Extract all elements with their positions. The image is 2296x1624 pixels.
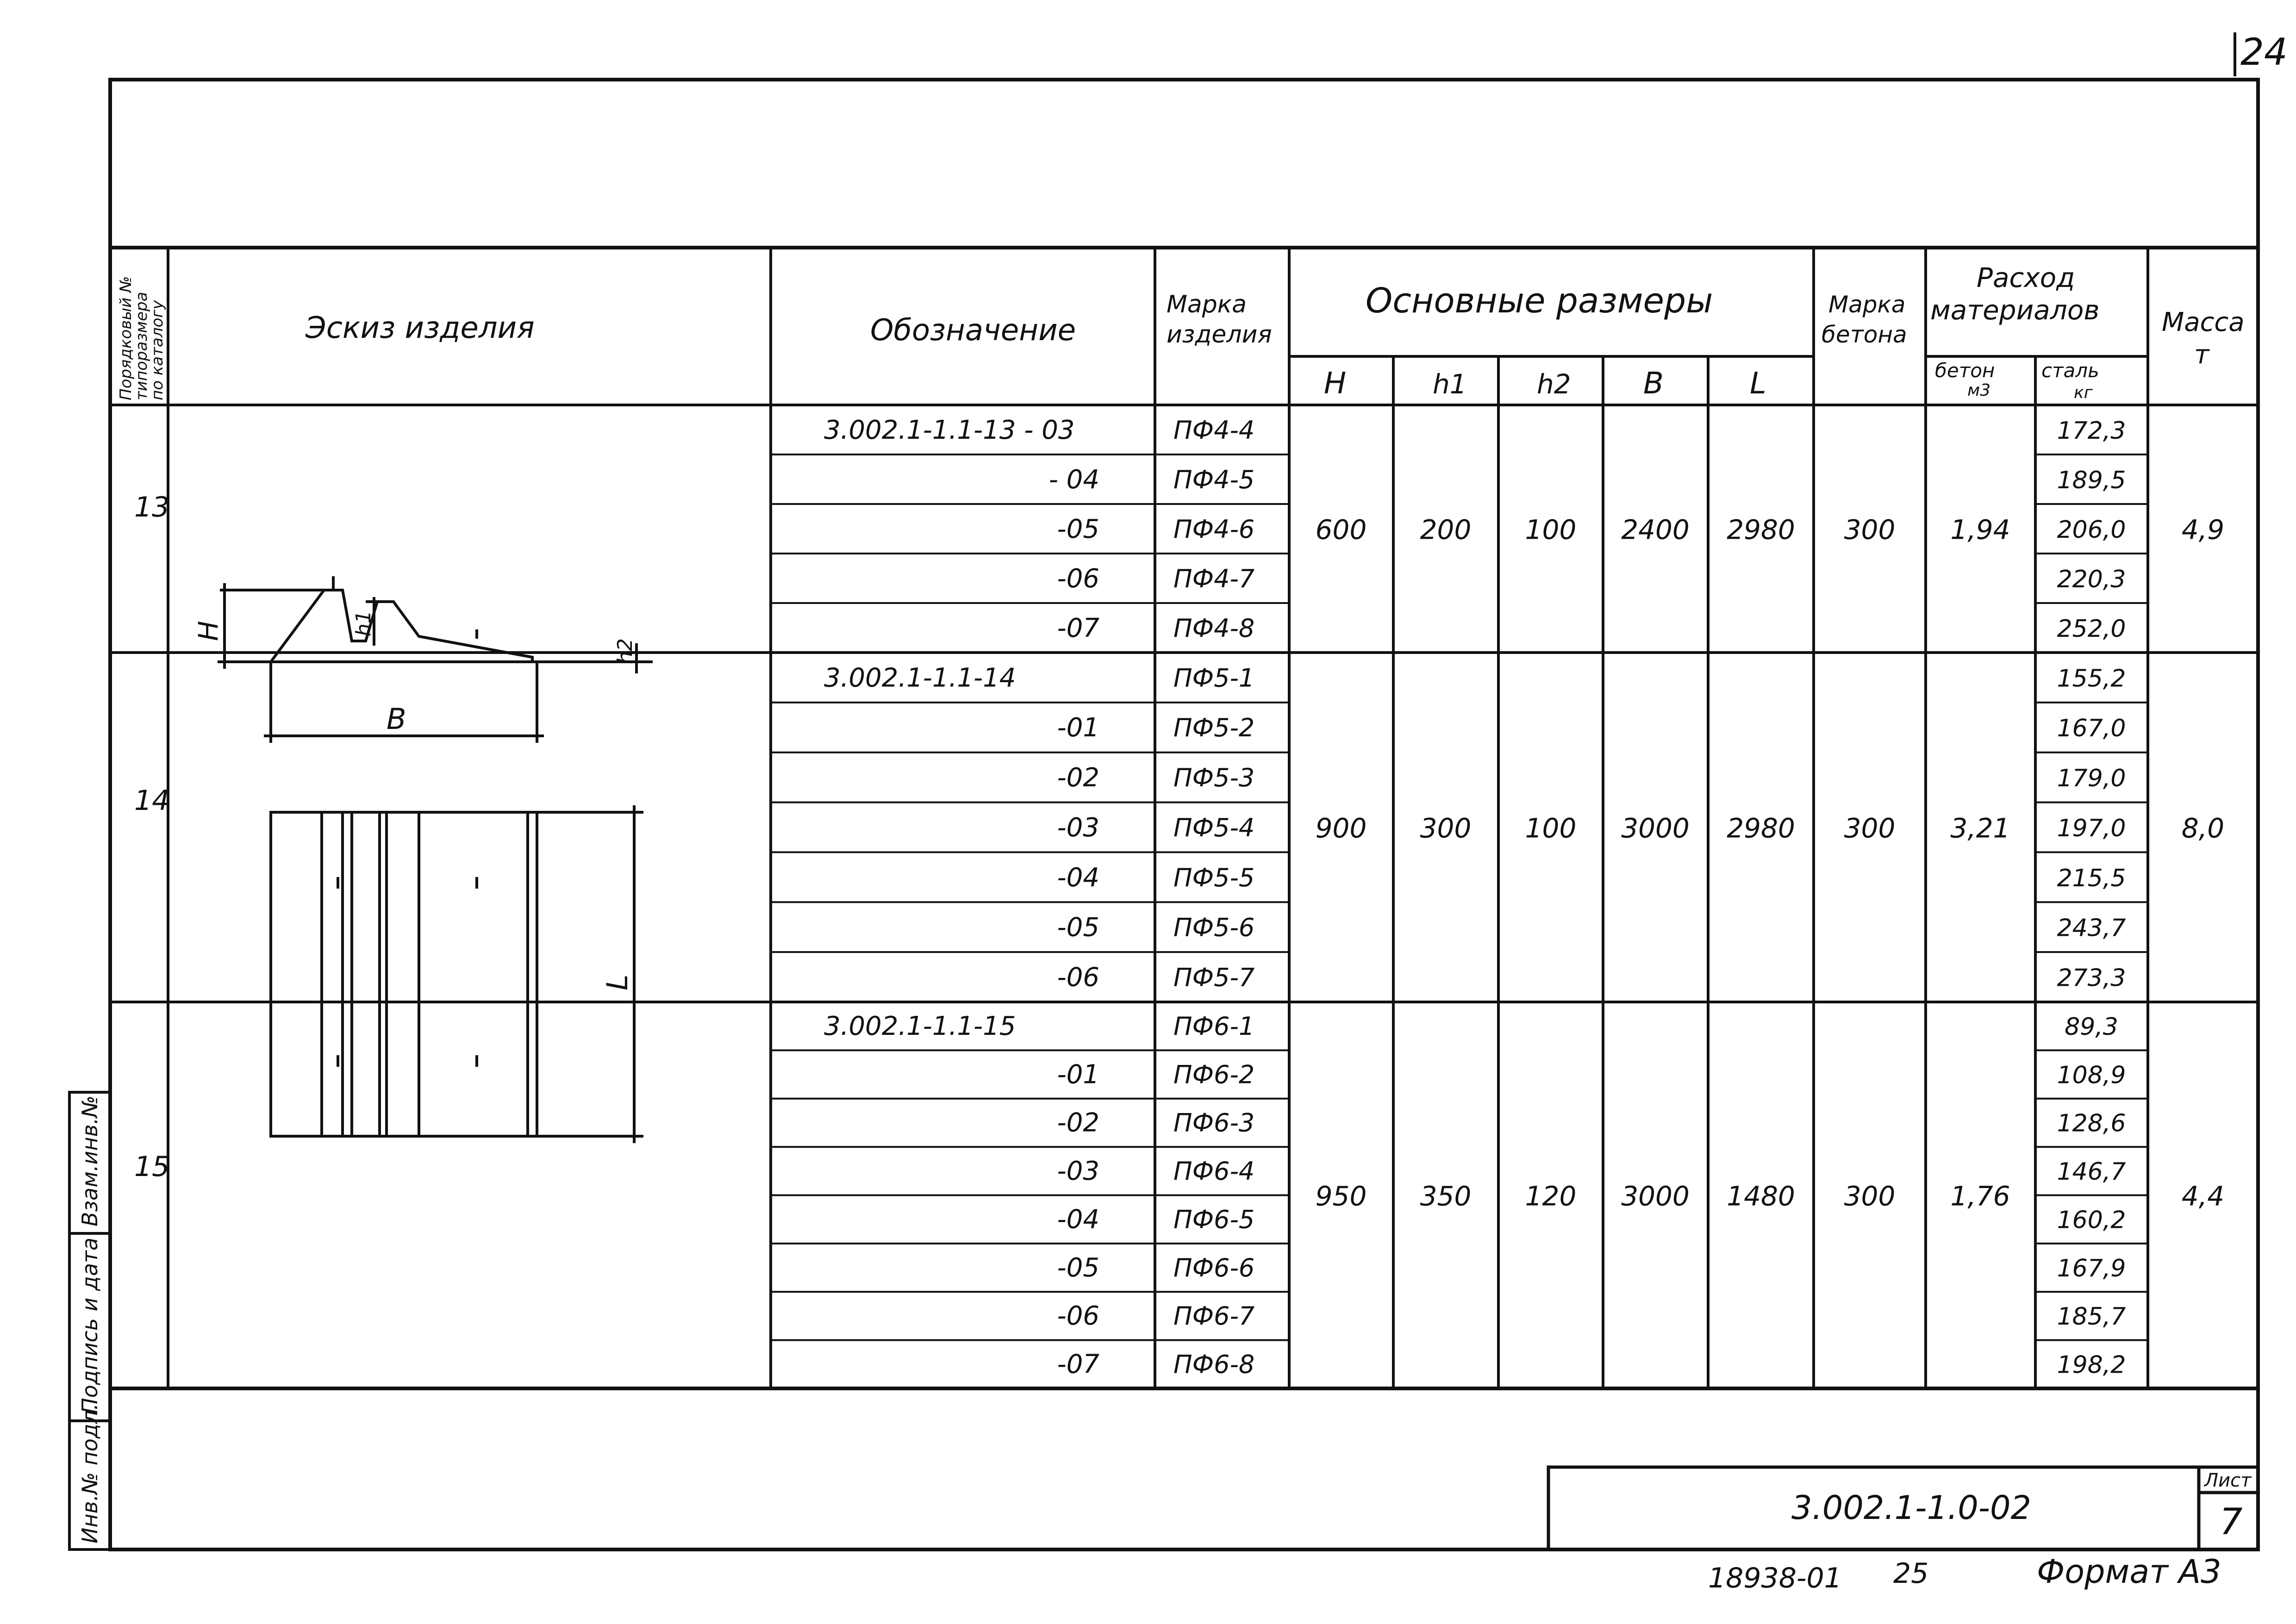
header-size-h1: h1 <box>1433 368 1467 400</box>
header-mass-1: Масса <box>2162 307 2245 337</box>
cell-h1: 350 <box>1420 1180 1472 1212</box>
designation-cell: -04 <box>1057 862 1099 893</box>
cell-B: 2400 <box>1621 514 1690 546</box>
mark-cell: ПФ5-5 <box>1173 863 1255 892</box>
header-consumption-2: материалов <box>1930 294 2100 326</box>
table-body <box>134 415 2224 1380</box>
mark-cell: ПФ6-5 <box>1173 1205 1255 1234</box>
designation-cell: -01 <box>1057 1059 1099 1090</box>
page-number: 24 <box>2240 31 2288 74</box>
group-number: 13 <box>134 491 170 523</box>
steel-cell: 89,3 <box>2065 1013 2118 1041</box>
header-grade-1: Марка <box>1828 291 1906 318</box>
steel-cell: 198,2 <box>2057 1351 2126 1379</box>
header-sizes: Основные размеры <box>1366 281 1713 321</box>
steel-cell: 128,6 <box>2057 1109 2126 1138</box>
cell-h2: 100 <box>1525 514 1577 546</box>
sketch-label-h2: h2 <box>613 638 637 664</box>
mark-cell: ПФ6-8 <box>1173 1350 1255 1379</box>
mark-cell: ПФ4-7 <box>1173 564 1255 593</box>
bottom-code: 18938-01 <box>1708 1562 1842 1594</box>
designation-cell: 3.002.1-1.1-15 <box>824 1011 1016 1041</box>
mark-cell: ПФ4-4 <box>1173 415 1255 445</box>
cell-h2: 120 <box>1525 1180 1577 1212</box>
cell-L: 2980 <box>1727 514 1795 546</box>
mark-cell: ПФ6-1 <box>1173 1011 1255 1041</box>
cell-grade: 300 <box>1844 514 1896 546</box>
header-steel-unit-2: кг <box>2074 383 2093 402</box>
designation-cell: -05 <box>1057 514 1099 544</box>
header-mark-1: Марка <box>1167 291 1247 318</box>
mark-cell: ПФ6-4 <box>1173 1157 1255 1186</box>
group-number: 14 <box>134 784 170 817</box>
header-concrete-unit-2: м3 <box>1967 381 1991 400</box>
designation-cell: -06 <box>1057 563 1099 594</box>
mark-cell: ПФ5-7 <box>1173 963 1255 992</box>
cell-concrete: 3,21 <box>1950 812 2010 844</box>
designation-cell: -04 <box>1057 1204 1099 1235</box>
cell-L: 1480 <box>1727 1180 1795 1212</box>
cell-mass: 8,0 <box>2181 812 2225 844</box>
sketch-label-H: H <box>193 621 224 641</box>
side-stamp-sign: Подпись и дата <box>77 1237 102 1414</box>
list-number: 7 <box>2220 1501 2243 1543</box>
steel-cell: 252,0 <box>2057 615 2126 643</box>
cell-h2: 100 <box>1525 812 1577 844</box>
list-label: Лист <box>2204 1470 2252 1491</box>
cell-H: 950 <box>1315 1180 1367 1212</box>
mark-cell: ПФ5-6 <box>1173 913 1255 942</box>
mark-cell: ПФ5-4 <box>1173 813 1255 842</box>
header-order-1: Порядковый № <box>117 276 135 400</box>
sketch-label-h1: h1 <box>352 610 375 636</box>
steel-cell: 167,0 <box>2057 715 2126 743</box>
cell-grade: 300 <box>1844 812 1896 844</box>
cell-h1: 200 <box>1420 514 1472 546</box>
designation-cell: -02 <box>1057 763 1099 793</box>
cell-L: 2980 <box>1727 812 1795 844</box>
header-steel-unit-1: сталь <box>2041 359 2099 382</box>
header-order-2: типоразмера <box>132 292 151 400</box>
steel-cell: 273,3 <box>2057 964 2126 992</box>
header-order-3: по каталогу <box>148 300 167 400</box>
mark-cell: ПФ6-3 <box>1173 1108 1255 1138</box>
steel-cell: 146,7 <box>2057 1158 2126 1186</box>
format-label: Формат А3 <box>2037 1553 2221 1591</box>
cell-B: 3000 <box>1621 1180 1690 1212</box>
header-mark-2: изделия <box>1167 321 1272 348</box>
mark-cell: ПФ6-6 <box>1173 1253 1255 1282</box>
cell-H: 900 <box>1315 812 1367 844</box>
steel-cell: 167,9 <box>2057 1254 2126 1282</box>
sketch-label-L: L <box>600 974 634 990</box>
mark-cell: ПФ4-5 <box>1173 465 1255 494</box>
side-stamp-inv: Инв.№ подл. <box>77 1403 102 1543</box>
header-consumption-1: Расход <box>1977 262 2075 293</box>
side-stamp-vzam: Взам.инв.№ <box>77 1095 102 1226</box>
designation-cell: -07 <box>1057 613 1099 643</box>
designation-cell: -03 <box>1057 1156 1099 1187</box>
designation-cell: -03 <box>1057 812 1099 843</box>
designation-cell: -05 <box>1057 912 1099 943</box>
steel-cell: 185,7 <box>2057 1303 2126 1331</box>
cell-h1: 300 <box>1420 812 1472 844</box>
designation-cell: - 04 <box>1048 464 1099 495</box>
steel-cell: 189,5 <box>2057 466 2126 494</box>
steel-cell: 220,3 <box>2057 565 2126 593</box>
designation-cell: -06 <box>1057 1301 1099 1332</box>
cell-grade: 300 <box>1844 1180 1896 1212</box>
sketch-plan <box>271 805 643 1143</box>
header-grade-2: бетона <box>1822 321 1907 348</box>
bottom-num: 25 <box>1893 1557 1929 1590</box>
designation-cell: 3.002.1-1.1-13 - 03 <box>824 415 1075 445</box>
steel-cell: 160,2 <box>2057 1206 2126 1234</box>
mark-cell: ПФ5-2 <box>1173 713 1255 743</box>
steel-cell: 197,0 <box>2057 814 2126 842</box>
cell-mass: 4,9 <box>2181 514 2225 546</box>
header-size-L: L <box>1750 367 1766 401</box>
cell-concrete: 1,94 <box>1950 514 2010 546</box>
header-concrete-unit-1: бетон <box>1935 359 1995 382</box>
steel-cell: 179,0 <box>2057 765 2126 793</box>
sketch-section <box>218 576 653 743</box>
steel-cell: 155,2 <box>2057 665 2126 693</box>
designation-cell: -05 <box>1057 1252 1099 1283</box>
designation-cell: -01 <box>1057 713 1099 743</box>
mark-cell: ПФ6-2 <box>1173 1060 1255 1089</box>
mark-cell: ПФ5-1 <box>1173 663 1255 693</box>
mark-cell: ПФ4-8 <box>1173 613 1255 643</box>
mark-cell: ПФ5-3 <box>1173 763 1255 793</box>
steel-cell: 243,7 <box>2057 914 2126 942</box>
header-size-H: H <box>1324 367 1347 401</box>
mark-cell: ПФ4-6 <box>1173 514 1255 544</box>
header-sketch: Эскиз изделия <box>306 311 535 345</box>
designation-cell: -06 <box>1057 962 1099 993</box>
header-mass-2: т <box>2194 340 2209 370</box>
sketch-label-B: B <box>387 702 406 736</box>
header-designation: Обозначение <box>870 313 1076 348</box>
designation-cell: 3.002.1-1.1-14 <box>824 663 1016 693</box>
mark-cell: ПФ6-7 <box>1173 1301 1255 1331</box>
cell-B: 3000 <box>1621 812 1690 844</box>
header-size-h2: h2 <box>1537 368 1571 400</box>
cell-H: 600 <box>1315 514 1367 546</box>
steel-cell: 108,9 <box>2057 1061 2126 1089</box>
designation-cell: -07 <box>1057 1349 1099 1380</box>
steel-cell: 172,3 <box>2057 417 2126 445</box>
steel-cell: 215,5 <box>2057 864 2126 892</box>
cell-mass: 4,4 <box>2181 1180 2225 1212</box>
cell-concrete: 1,76 <box>1950 1180 2010 1212</box>
header-size-B: B <box>1643 367 1664 401</box>
doc-code: 3.002.1-1.0-02 <box>1791 1489 2032 1527</box>
group-number: 15 <box>134 1150 170 1183</box>
designation-cell: -02 <box>1057 1108 1099 1138</box>
steel-cell: 206,0 <box>2057 516 2126 544</box>
